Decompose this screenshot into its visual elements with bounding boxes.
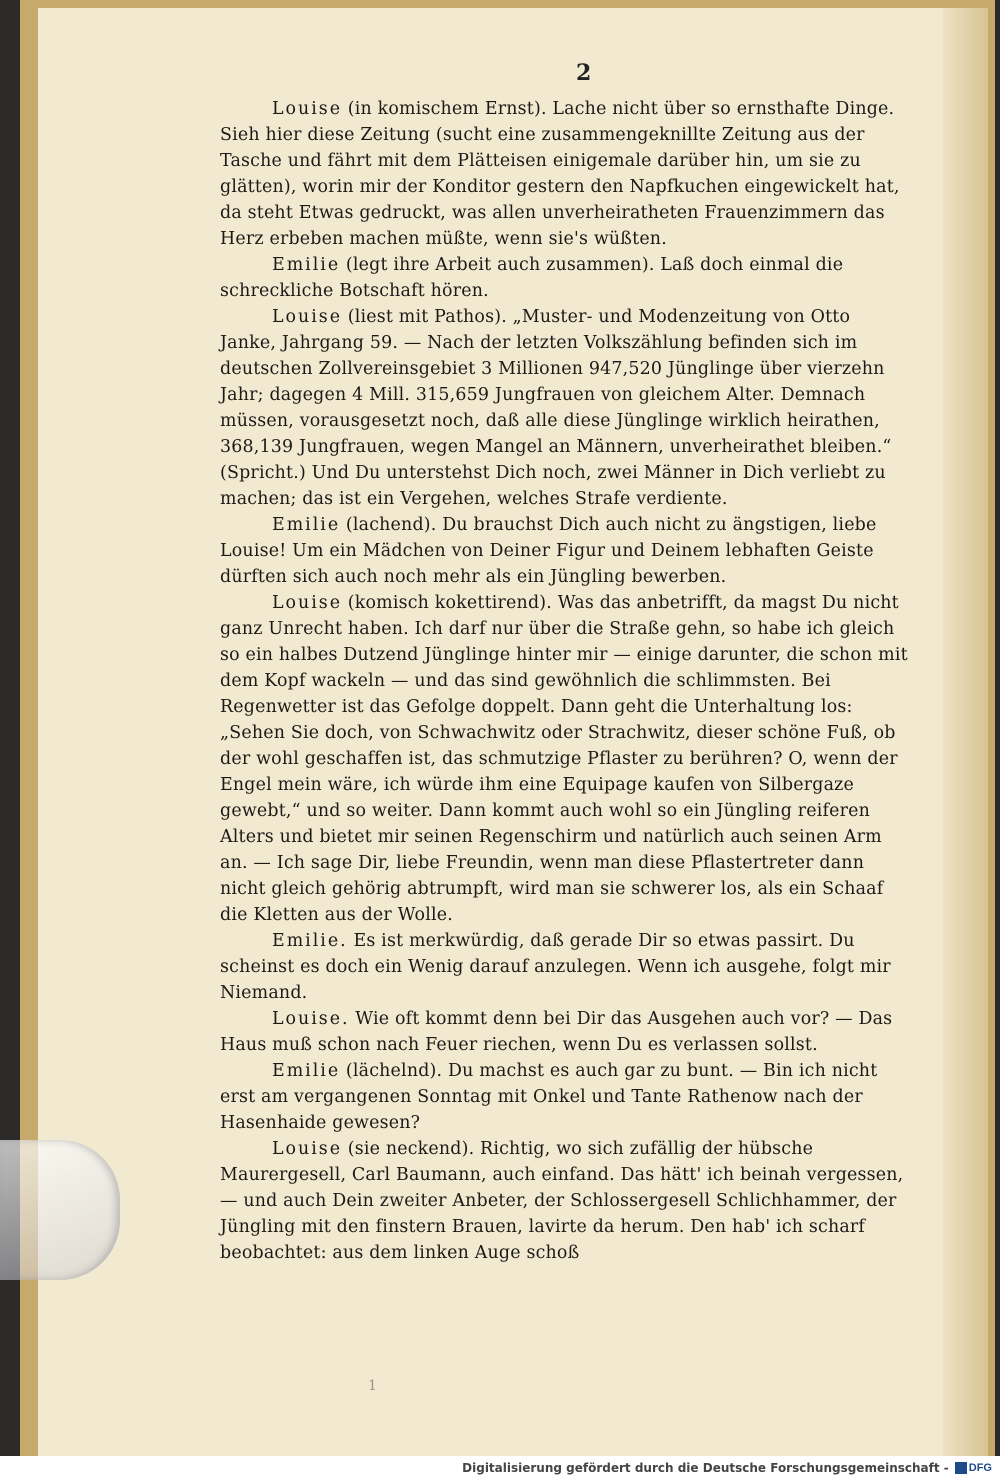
speaker-name: Louise. (272, 1009, 350, 1029)
speaker-name: Emilie (272, 515, 341, 535)
speaker-name: Louise (272, 99, 342, 119)
paragraph-text: (legt ihre Arbeit auch zusammen). Laß doch einmal die schreckliche Botschaft hören. (220, 255, 844, 301)
dfg-logo (955, 1462, 992, 1474)
footer-text: Digitalisierung gefördert durch die Deutsche Forschungsgemeinschaft - (462, 1461, 949, 1475)
footer (462, 1459, 992, 1477)
dfg-logo-text: DFG (968, 1462, 992, 1474)
paragraph (220, 1006, 910, 1058)
speaker-name: Louise (272, 1139, 342, 1159)
pencil-mark: 1 (368, 1378, 377, 1394)
speaker-name: Louise (272, 593, 342, 613)
speaker-name: Emilie. (272, 931, 348, 951)
paragraph (220, 1058, 910, 1136)
paragraph-text: (lachend). Du brauchst Dich auch nicht zu ängstigen, liebe Louise! Um ein Mädchen von Deiner Figur und Deinem lebhaften Geiste dürften sich auch noch mehr als ein Jüngling bewerben. (220, 515, 877, 587)
paragraph (220, 304, 910, 512)
paragraph (220, 1136, 910, 1266)
page-gutter-shadow (943, 8, 988, 1456)
speaker-name: Louise (272, 307, 342, 327)
paragraph-text: (komisch kokettirend). Was das anbetrifft, da magst Du nicht ganz Unrecht haben. Ich darf nur über die Straße gehn, so habe ich gleich so ein halbes Dutzend Jünglinge hinter mir — einige darunter, die schon mit dem Kopf wackeln — und das sind gewöhnlich die schlimmsten. Bei Regenwetter ist das Gefolge doppelt. Dann geht die Unterhaltung los: „Sehen Sie doch, von Schwachwitz oder Strachwitz, dieser schöne Fuß, ob der wohl geschaffen ist, das schmutzige Pflaster zu berühren? O, wenn der Engel mein wäre, ich würde ihm eine Equipage kaufen von Silbergaze gewebt,“ und so weiter. Dann kommt auch wohl so ein Jüngling reiferen Alters und bietet mir seinen Regenschirm und natürlich auch seinen Arm an. — Ich sage Dir, liebe Freundin, wenn man diese Pflastertreter dann nicht gleich gehörig abtrumpft, wird man sie schwerer los, als ein Schaaf die Kletten aus der Wolle. (220, 593, 908, 925)
paragraph-text: Es ist merkwürdig, daß gerade Dir so etwas passirt. Du scheinst es doch ein Wenig darauf anzulegen. Wenn ich ausgehe, folgt mir Niemand. (220, 931, 891, 1003)
page-number: 2 (576, 60, 592, 86)
paragraph (220, 590, 910, 928)
paragraph (220, 512, 910, 590)
body-text (220, 96, 910, 1266)
speaker-name: Emilie (272, 255, 341, 275)
paragraph-text: (lächelnd). Du machst es auch gar zu bunt. — Bin ich nicht erst am vergangenen Sonntag mit Onkel und Tante Rathenow nach der Hasenhaide gewesen? (220, 1061, 878, 1133)
paragraph (220, 252, 910, 304)
paragraph-text: (in komischem Ernst). Lache nicht über so ernsthafte Dinge. Sieh hier diese Zeitung (sucht eine zusammengeknillte Zeitung aus der Tasche und fährt mit dem Plätteisen einigemale darüber hin, um sie zu glätten), worin mir der Konditor gestern den Napfkuchen eingewickelt hat, da steht Etwas gedruckt, was allen unverheiratheten Frauenzimmern das Herz erbeben machen müßte, wenn sie's wüßten. (220, 99, 900, 249)
paragraph-text: (liest mit Pathos). „Muster- und Modenzeitung von Otto Janke, Jahrgang 59. — Nach der letzten Volkszählung befinden sich im deutschen Zollvereinsgebiet 3 Millionen 947,520 Jünglinge über vierzehn Jahr; dagegen 4 Mill. 315,659 Jungfrauen von gleichem Alter. Demnach müssen, vorausgesetzt noch, daß alle diese Jünglinge wirklich heirathen, 368,139 Jungfrauen, wegen Mangel an Männern, unverheirathet bleiben.“ (Spricht.) Und Du unterstehst Dich noch, zwei Männer in Dich verliebt zu machen; das ist ein Vergehen, welches Strafe verdiente. (220, 307, 892, 509)
speaker-name: Emilie (272, 1061, 341, 1081)
page-clip (0, 1140, 120, 1280)
dfg-logo-icon (955, 1462, 967, 1474)
paragraph-text: (sie neckend). Richtig, wo sich zufällig der hübsche Maurergesell, Carl Baumann, auch einfand. Das hätt' ich beinah vergessen, — und auch Dein zweiter Anbeter, der Schlossergesell Schlichhammer, der Jüngling mit den finstern Brauen, lavirte da herum. Den hab' ich scharf beobachtet: aus dem linken Auge schoß (220, 1139, 904, 1263)
paragraph (220, 96, 910, 252)
paragraph-text: Wie oft kommt denn bei Dir das Ausgehen auch vor? — Das Haus muß schon nach Feuer riechen, wenn Du es verlassen sollst. (220, 1009, 893, 1055)
paragraph (220, 928, 910, 1006)
